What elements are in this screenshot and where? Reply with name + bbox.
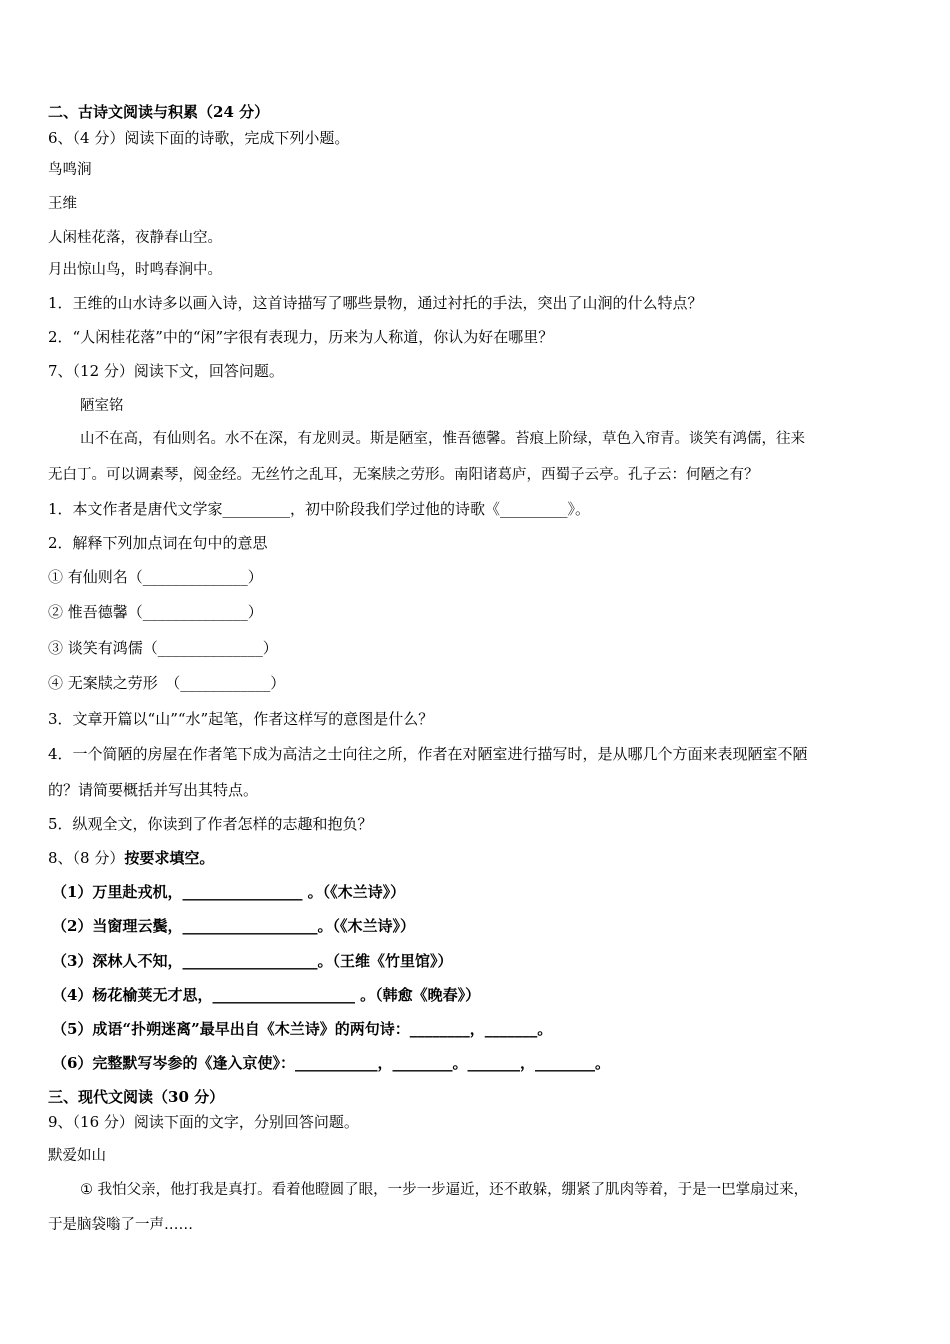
poem-line-1: 人闲桂花落，夜静春山空。 [48, 230, 222, 246]
question-7-sub-4-line-1: 4．一个简陋的房屋在作者笔下成为高洁之士向往之所，作者在对陋室进行描写时，是从哪几个方面来表现陋室不陋 [48, 745, 808, 763]
question-7-sub-5: 5．纵观全文，你读到了作者怎样的志趣和抱负？ [48, 815, 373, 833]
question-7-stem: 7、（12 分）阅读下文，回答问题。 [48, 362, 284, 380]
definition-item-3: ③ 谈笑有鸿儒（______________） [48, 639, 278, 657]
question-7-sub-3: 3．文章开篇以“山”“水”起笔，作者这样写的意图是什么？ [48, 710, 434, 728]
section-heading-classical: 二、古诗文阅读与积累（24 分） [48, 103, 270, 121]
fill-blank-3: （3）深林人不知，__________________。（王维《竹里馆》） [52, 952, 453, 970]
article-para-1-line-2: 于是脑袋嗡了一声…… [48, 1217, 193, 1233]
fill-blank-2: （2）当窗理云鬓，__________________。（《木兰诗》） [52, 917, 415, 935]
fill-blank-6: （6）完整默写岑参的《逢入京使》：___________，________。_______，________。 [52, 1054, 610, 1072]
poem-title: 鸟鸣涧 [48, 162, 92, 178]
question-8-stem [48, 848, 214, 868]
essay-text-line-1: 山不在高，有仙则名。水不在深，有龙则灵。斯是陋室，惟吾德馨。苔痕上阶绿，草色入帘青。谈笑有鸿儒，往来 [80, 431, 805, 447]
poem-line-2: 月出惊山鸟，时鸣春涧中。 [48, 262, 222, 278]
question-7-sub-2: 2．解释下列加点词在句中的意思 [48, 534, 268, 552]
question-6-sub-2: 2．“人闲桂花落”中的“闲”字很有表现力，历来为人称道，你认为好在哪里？ [48, 328, 554, 346]
article-title: 默爱如山 [48, 1148, 106, 1164]
question-7-sub-4-line-2: 的？请简要概括并写出其特点。 [48, 781, 259, 799]
question-9-stem: 9、（16 分）阅读下面的文字，分别回答问题。 [48, 1113, 359, 1131]
section-heading-modern: 三、现代文阅读（30 分） [48, 1088, 225, 1106]
definition-item-1: ① 有仙则名（______________） [48, 568, 263, 586]
essay-title: 陋室铭 [80, 398, 124, 414]
question-6-stem: 6、（4 分）阅读下面的诗歌，完成下列小题。 [48, 129, 350, 147]
fill-blank-4: （4）杨花榆荚无才思，___________________ 。（韩愈《晚春》） [52, 986, 481, 1004]
essay-text-line-2: 无白丁。可以调素琴，阅金经。无丝竹之乱耳，无案牍之劳形。南阳诸葛庐，西蜀子云亭。孔子云：何陋之有？ [48, 467, 759, 483]
definition-item-4: ④ 无案牍之劳形 （____________） [48, 674, 286, 692]
fill-blank-1: （1）万里赴戎机，________________ 。（《木兰诗》） [52, 883, 406, 901]
article-para-1-line-1: ① 我怕父亲，他打我是真打。看着他瞪圆了眼，一步一步逼近，还不敢躲，绷紧了肌肉等着，于是一巴掌扇过来， [80, 1182, 809, 1198]
question-6-sub-1: 1．王维的山水诗多以画入诗，这首诗描写了哪些景物，通过衬托的手法，突出了山涧的什么特点？ [48, 294, 703, 312]
question-7-sub-1: 1．本文作者是唐代文学家_________，初中阶段我们学过他的诗歌《_________》。 [48, 500, 591, 518]
poem-author: 王维 [48, 196, 77, 212]
definition-item-2: ② 惟吾德馨（______________） [48, 603, 263, 621]
fill-blank-5: （5）成语“扑朔迷离”最早出自《木兰诗》的两句诗：________，_______。 [52, 1020, 553, 1038]
question-8-stem-prefix: 8、（8 分） [48, 849, 125, 867]
question-8-stem-instruction: 按要求填空。 [124, 849, 215, 867]
